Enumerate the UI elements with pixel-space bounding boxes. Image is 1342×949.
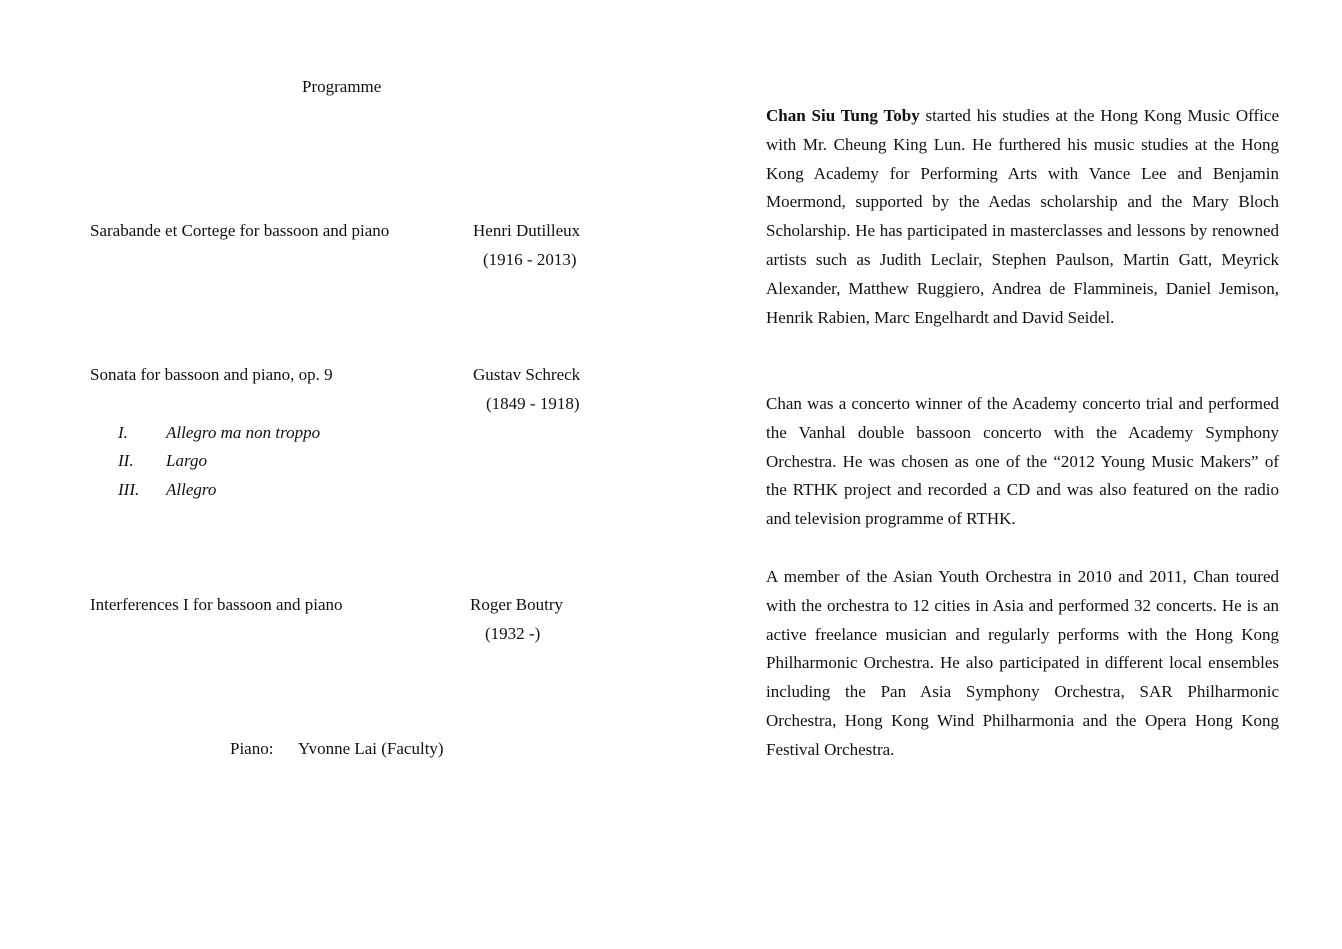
piece-title: Sarabande et Cortege for bassoon and piano (90, 221, 390, 240)
bio-paragraph-3: A member of the Asian Youth Orchestra in 2010 and 2011, Chan toured with the orchestra to 12 cities in Asia and performed 32 concerts. He is an active freelance musician and regularly performs with the Hong Kong Philharmonic Orchestra. He also participated in different local ensembles including the Pan Asia Symphony Orchestra, SAR Philharmonic Orchestra, Hong Kong Wind Philharmonia and the Opera Hong Kong Festival Orchestra. (766, 567, 1279, 759)
piano-performer: Yvonne Lai (Faculty) (298, 739, 444, 758)
movement-numeral: II. (118, 451, 134, 470)
bio-paragraph-1-text: started his studies at the Hong Kong Music Office with Mr. Cheung King Lun. He furthered his music studies at the Hong Kong Academy for Performing Arts with Vance Lee and Benjamin Moermond, supported by the Aedas scholarship and the Mary Bloch Scholarship. He has participated in masterclasses and lessons by renowned artists such as Judith Leclair, Stephen Paulson, Martin Gatt, Meyrick Alexander, Matthew Ruggiero, Andrea de Flammineis, Daniel Jemison, Henrik Rabien, Marc Engelhardt and David Seidel. (766, 106, 1279, 327)
piece-title: Sonata for bassoon and piano, op. 9 (90, 365, 333, 384)
movement-name: Allegro ma non troppo (166, 423, 321, 442)
piece-composer: Henri Dutilleux (473, 221, 581, 240)
piano-label: Piano: (230, 739, 274, 758)
movement-numeral: III. (118, 480, 140, 499)
movement-name: Largo (166, 451, 207, 470)
movement-name: Allegro (166, 480, 217, 499)
bio-paragraph-1 (766, 102, 1279, 332)
movement-numeral: I. (118, 423, 128, 442)
piece-composer: Gustav Schreck (473, 365, 581, 384)
piece-composer-dates: (1849 - 1918) (486, 394, 580, 413)
bio-paragraph-2: Chan was a concerto winner of the Academy concerto trial and performed the Vanhal double bassoon concerto with the Academy Symphony Orchestra. He was chosen as one of the “2012 Young Music Makers” of the RTHK project and recorded a CD and was also featured on the radio and television programme of RTHK. (766, 394, 1279, 529)
programme-title: Programme (302, 77, 382, 96)
piece-composer-dates: (1932 -) (485, 624, 541, 643)
piece-title: Interferences I for bassoon and piano (90, 595, 343, 614)
piece-composer-dates: (1916 - 2013) (483, 250, 577, 269)
performer-name: Chan Siu Tung Toby (766, 106, 920, 125)
piece-composer: Roger Boutry (470, 595, 564, 614)
